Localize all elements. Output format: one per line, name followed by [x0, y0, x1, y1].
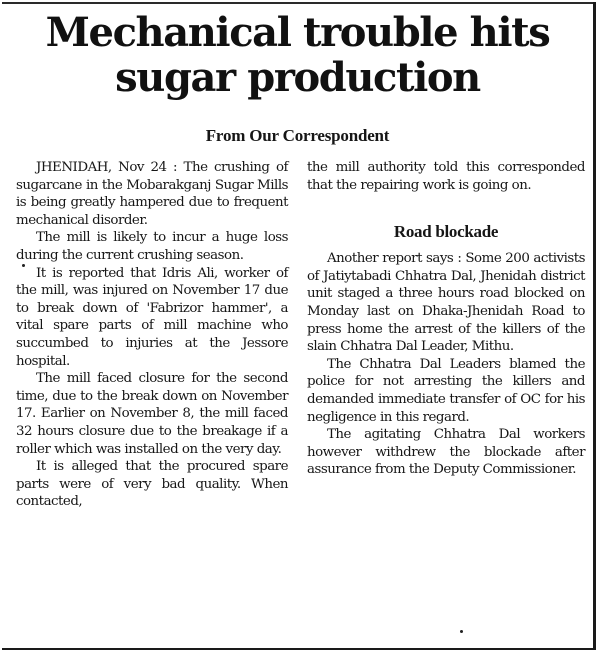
left-column	[16, 159, 288, 511]
paragraph: The mill faced closure for the second time, due to the break down on November 17. Earlier on November 8, the mill faced 32 hours closure due to the breakage if a roller which was installed on the very day.	[16, 371, 288, 457]
paragraph: The agitating Chhatra Dal workers however withdrew the blockade after assurance from the Deputy Commissioner.	[307, 427, 585, 478]
headline-line-2: sugar production	[115, 54, 480, 101]
byline: From Our Correspondent	[205, 126, 390, 145]
print-speck	[460, 630, 463, 633]
headline	[2, 10, 593, 100]
paragraph: JHENIDAH, Nov 24 : The crushing of sugarcane in the Mobarakganj Sugar Mills is being greatly hampered due to frequent mechanical disorder.	[16, 160, 288, 228]
paragraph: It is reported that Idris Ali, worker of the mill, was injured on November 17 due to break down of 'Fabrizor hammer', a vital spare parts of mill machine who succumbed to injuries at the Jessore hospital.	[16, 265, 288, 369]
headline-line-1: Mechanical trouble hits	[45, 9, 550, 56]
paragraph: Another report says : Some 200 activists of Jatiytabadi Chhatra Dal, Jhenidah district unit staged a three hours road blocked on Monday last on Dhaka-Jhenidah Road to press home the arrest of the killers of the slain Chhatra Dal Leader, Mithu.	[307, 251, 585, 355]
paragraph-continuation: the mill authority told this corresponded that the repairing work is going on.	[307, 160, 585, 193]
paragraph: It is alleged that the procured spare parts were of very bad quality. When contacted,	[16, 459, 288, 510]
newspaper-clipping	[2, 2, 596, 650]
paragraph: The Chhatra Dal Leaders blamed the police for not arresting the killers and demanded immediate transfer of OC for his negligence in this regard.	[307, 356, 585, 425]
print-speck	[22, 264, 25, 267]
subhead: Road blockade	[393, 222, 499, 242]
right-column	[307, 159, 585, 479]
paragraph: The mill is likely to incur a huge loss during the current crushing season.	[16, 230, 288, 263]
top-rule	[2, 2, 593, 4]
